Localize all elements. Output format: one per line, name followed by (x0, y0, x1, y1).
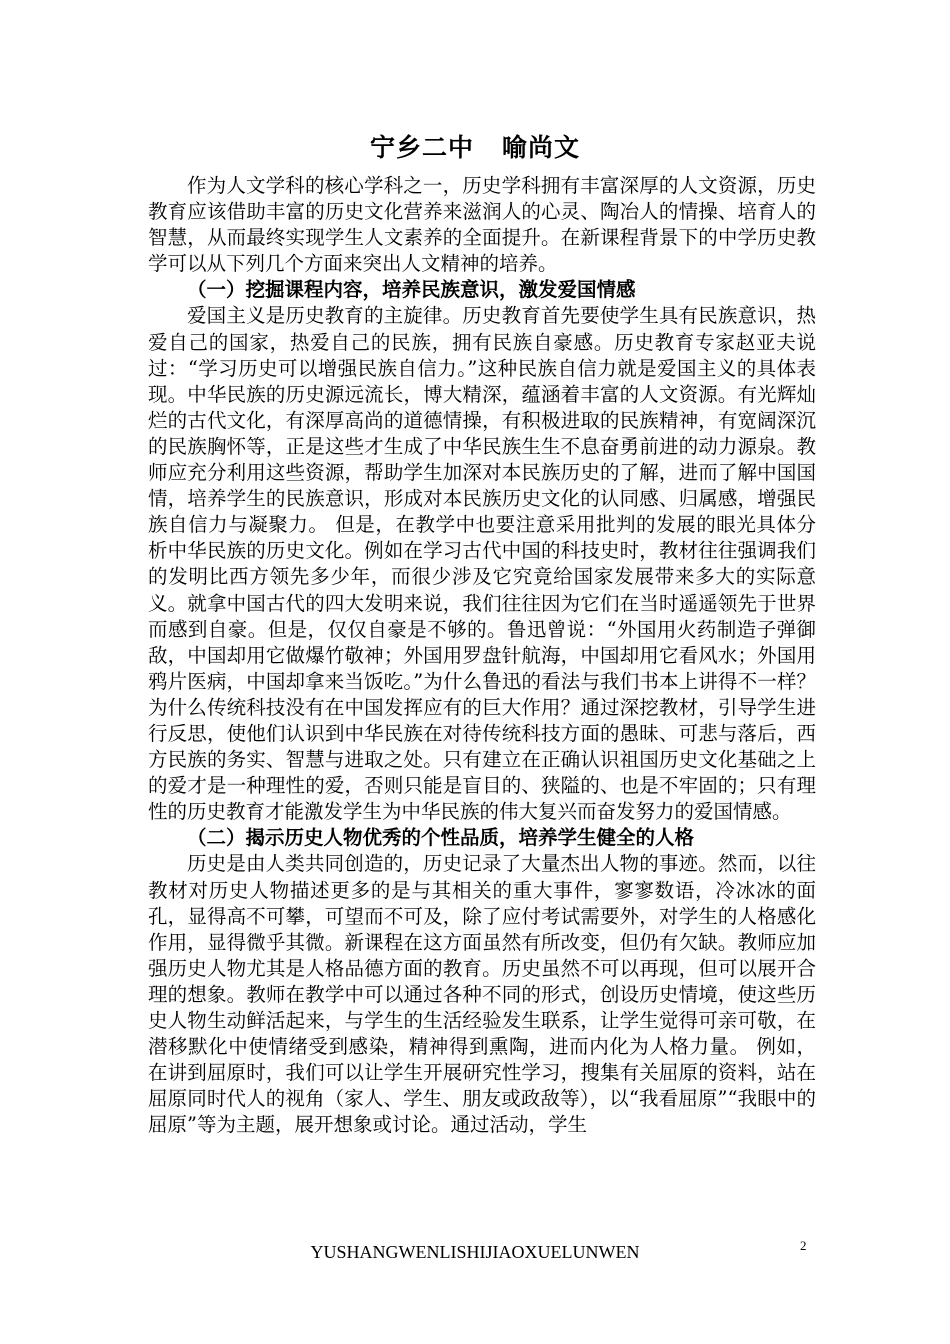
page-footer: YUSHANGWENLISHIJIAOXUELUNWEN (310, 1242, 640, 1262)
body-text (148, 173, 816, 1138)
section-paragraph-2: 历史是由人类共同创造的，历史记录了大量杰出人物的事迹。然而，以往教材对历史人物描述更多的是与其相关的重大事件，寥寥数语，冷冰冰的面孔，显得高不可攀，可望而不可及，除了应付考试需要外，对学生的人格感化作用，显得微乎其微。新课程在这方面虽然有所改变，但仍有欠缺。教师应加强历史人物尤其是人格品德方面的教育。历史虽然不可以再现，但可以展开合理的想象。教师在教学中可以通过各种不同的形式，创设历史情境，使这些历史人物生动鲜活起来，与学生的生活经验发生联系，让学生觉得可亲可敬，在潜移默化中使情绪受到感染，精神得到熏陶，进而内化为人格力量。 例如，在讲到屈原时，我们可以让学生开展研究性学习，搜集有关屈原的资料，站在屈原同时代人的视角（家人、学生、朋友或政敌等），以“我看屈原”“我眼中的屈原”等为主题，展开想象或讨论。通过活动，学生 (148, 852, 816, 1137)
title-author: 喻尚文 (502, 133, 581, 162)
page-number: 2 (800, 1238, 807, 1253)
intro-paragraph: 作为人文学科的核心学科之一，历史学科拥有丰富深厚的人文资源，历史教育应该借助丰富的历史文化营养来滋润人的心灵、陶冶人的情操、培育人的智慧，从而最终实现学生人文素养的全面提升。在新课程背景下的中学历史教学可以从下列几个方面来突出人文精神的培养。 (148, 174, 816, 276)
title-school: 宁乡二中 (369, 133, 474, 162)
section-heading-1: （一）挖掘课程内容，培养民族意识，激发爱国情感 (187, 278, 636, 302)
section-paragraph-1: 爱国主义是历史教育的主旋律。历史教育首先要使学生具有民族意识，热爱自己的国家，热爱自己的民族，拥有民族自豪感。历史教育专家赵亚夫说过：“学习历史可以增强民族自信力。”这种民族自信力就是爱国主义的具体表现。中华民族的历史源远流长，博大精深，蕴涵着丰富的人文资源。有光辉灿烂的古代文化，有深厚高尚的道德情操，有积极进取的民族精神，有宽阔深沉的民族胸怀等，正是这些才生成了中华民族生生不息奋勇前进的动力源泉。教师应充分利用这些资源，帮助学生加深对本民族历史的了解，进而了解中国国情，培养学生的民族意识，形成对本民族历史文化的认同感、归属感，增强民族自信力与凝聚力。 但是，在教学中也要注意采用批判的发展的眼光具体分析中华民族的历史文化。例如在学习古代中国的科技史时，教材往往强调我们的发明比西方领先多少年，而很少涉及它究竟给国家发展带来多大的实际意义。就拿中国古代的四大发明来说，我们往往因为它们在当时遥遥领先于世界而感到自豪。但是，仅仅自豪是不够的。鲁迅曾说：“外国用火药制造子弹御敌，中国却用它做爆竹敬神；外国用罗盘针航海，中国却用它看风水；外国用鸦片医病，中国却拿来当饭吃。”为什么鲁迅的看法与我们书本上讲得不一样？为什么传统科技没有在中国发挥应有的巨大作用？通过深挖教材，引导学生进行反思，使他们认识到中华民族在对待传统科技方面的愚昧、可悲与落后，西方民族的务实、智慧与进取之处。只有建立在正确认识祖国历史文化基础之上的爱才是一种理性的爱，否则只能是盲目的、狭隘的、也是不牢固的；只有理性的历史教育才能激发学生为中华民族的伟大复兴而奋发努力的爱国情感。 (148, 304, 816, 824)
page-title (0, 128, 950, 168)
section-heading-2: （二）揭示历史人物优秀的个性品质，培养学生健全的人格 (187, 826, 695, 850)
